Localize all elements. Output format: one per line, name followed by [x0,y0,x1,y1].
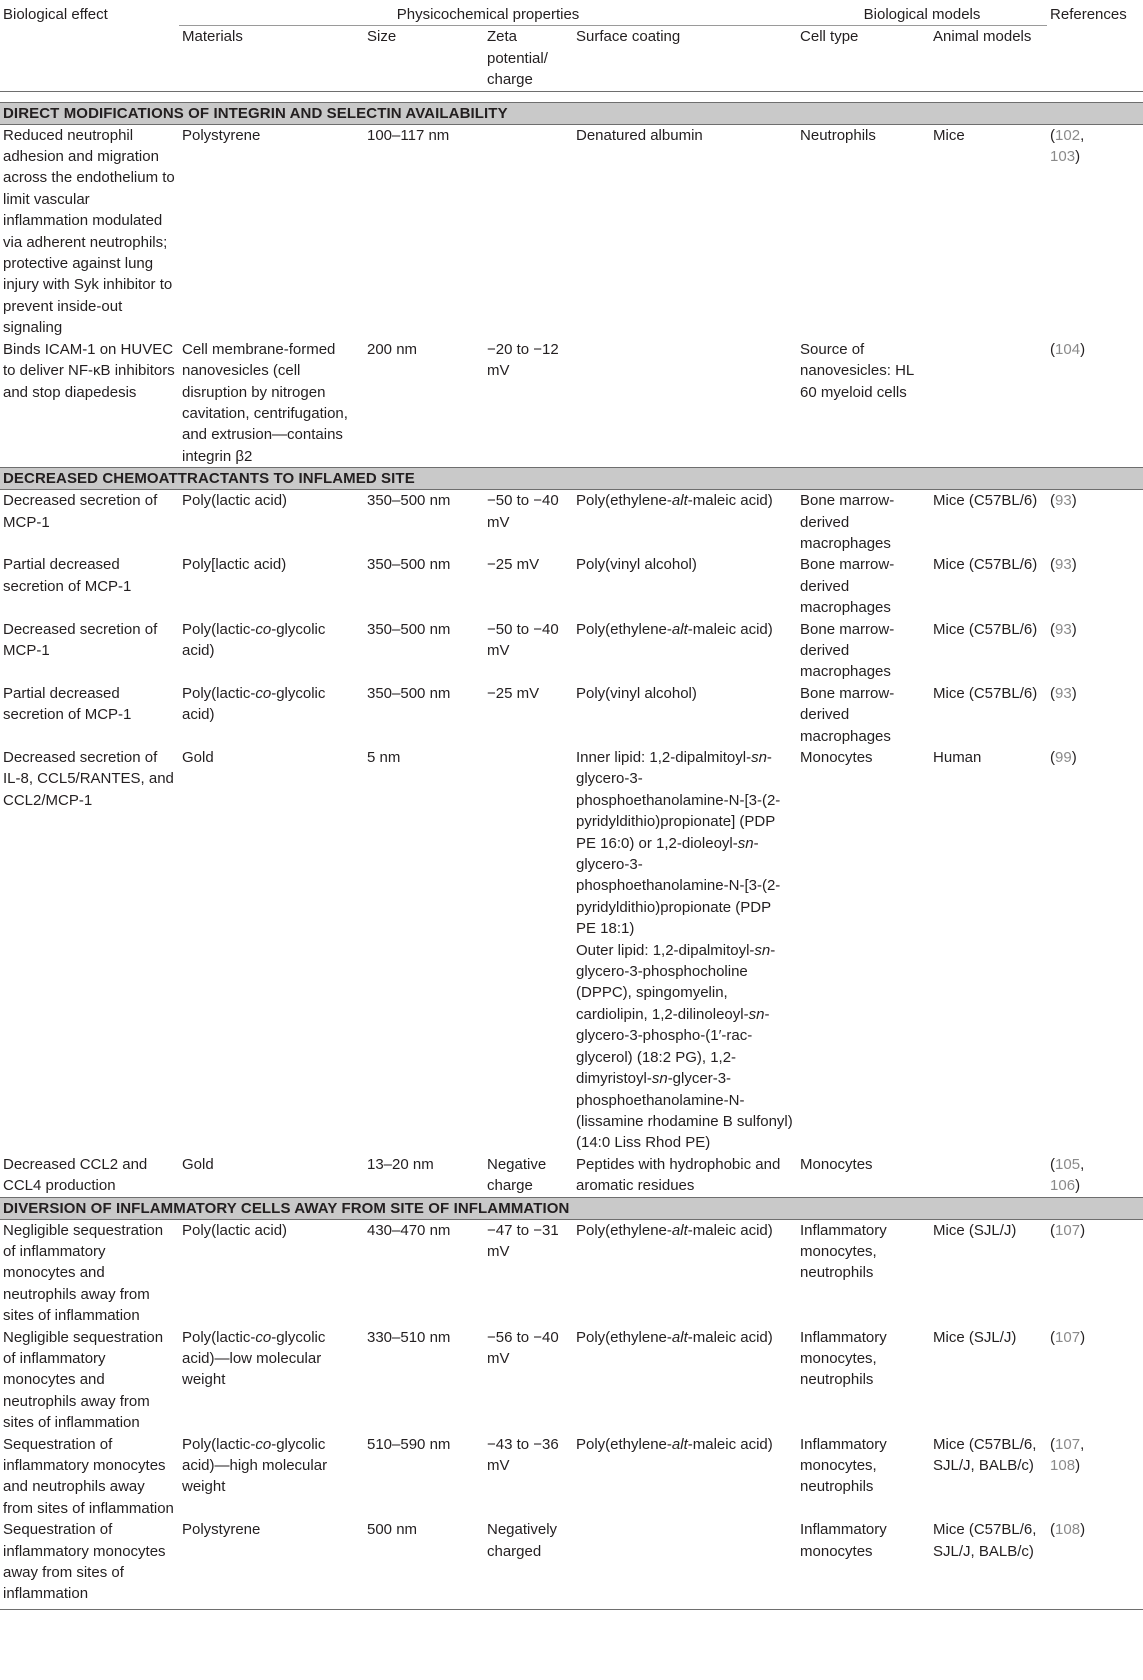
cell-reference [1047,747,1143,1154]
ref-sep: , [1080,126,1085,144]
cell-zeta: Negatively charged [487,1521,558,1560]
header-zeta-1: Zeta [487,28,518,46]
coating-text: Poly(ethylene- [576,1221,672,1239]
coating-italic: alt [671,1328,688,1346]
coating-text: Poly(ethylene- [576,1328,672,1346]
cell-material: Poly(lactic acid) [182,492,288,510]
coating-italic: alt [671,1435,688,1453]
cell-effect: Decreased secretion of MCP-1 [3,620,158,659]
cell-zeta: −20 to −12 mV [487,340,559,380]
ref-link[interactable]: 103 [1050,148,1076,166]
cell-animal: Mice [933,126,965,144]
section-header [0,102,1143,124]
table-row [0,1434,1143,1520]
ref-paren: ( [1050,1435,1056,1453]
table-row [0,490,1143,555]
cell-effect: Negligible sequestration of inflammatory monocytes and neutrophils away from sites of inflammation [3,1221,164,1325]
table-row [0,554,1143,618]
table-row [0,1519,1143,1605]
section-header [0,1197,1143,1219]
ref-paren: ) [1075,1177,1081,1195]
cell-cell-type: Inflammatory monocytes [800,1521,887,1560]
cell-coating: Poly(vinyl alcohol) [576,556,697,574]
cell-size: 350–500 nm [367,556,451,574]
cell-zeta: Negative charge [487,1155,547,1195]
cell-zeta: −43 to −36 mV [487,1435,559,1474]
ref-paren: ) [1080,1521,1086,1539]
coating-italic: sn [748,1005,765,1023]
coating-text: Poly(ethylene- [576,492,672,510]
cell-coating [573,339,797,468]
ref-link[interactable]: 108 [1050,1457,1076,1474]
header-empty-ref [1047,26,1143,91]
ref-paren: ) [1071,556,1077,574]
cell-animal: Mice (C57BL/6) [933,556,1038,574]
coating-text: -glycero-3-phosphoethanolamine-N-[3-(2-pyridyldithio)propionate (PDP PE 18:1) [576,834,781,938]
cell-reference [1047,1519,1143,1605]
header-row-group [0,4,1143,26]
cell-coating: Peptides with hydrophobic and aromatic residues [576,1155,781,1195]
ref-paren: ( [1050,556,1056,574]
cell-zeta: −50 to −40 mV [487,492,559,531]
cell-animal: Human [933,749,982,766]
ref-paren: ( [1050,492,1056,510]
cell-reference [1047,1434,1143,1520]
cell-cell-type: Monocytes [800,749,873,766]
cell-effect: Decreased CCL2 and CCL4 production [3,1155,148,1195]
coating-text: -maleic acid) [687,492,773,510]
section-header [0,468,1143,490]
cell-effect: Negligible sequestration of inflammatory monocytes and neutrophils away from sites of inflammation [3,1328,164,1432]
ref-paren: ( [1050,1328,1056,1346]
cell-size: 430–470 nm [367,1221,451,1239]
table-row [0,339,1143,468]
ref-link[interactable]: 102 [1055,126,1081,144]
header-biological-effect: Biological effect [3,6,108,23]
cell-animal: Mice (C57BL/6, SJL/J, BALB/c) [933,1435,1037,1474]
ref-link[interactable]: 93 [1055,620,1072,638]
cell-cell-type: Bone marrow-derived macrophages [800,556,895,617]
cell-zeta [484,747,573,1154]
ref-link[interactable]: 107 [1055,1221,1081,1239]
header-zeta-3: charge [487,71,533,89]
material-text: Poly(lactic- [182,1328,256,1346]
cell-material [179,1434,364,1520]
cell-animal: Mice (C57BL/6) [933,620,1038,638]
coating-text: -glycero-3-phosphoethanolamine-N-[3-(2-pyridyldithio)propionate] (PDP PE 16:0) or 1,2-dioleoyl- [576,749,781,852]
section-title: DECREASED CHEMOATTRACTANTS TO INFLAMED SITE [0,468,1143,490]
table-row [0,1154,1143,1197]
cell-cell-type: Inflammatory monocytes, neutrophils [800,1435,887,1496]
cell-animal: Mice (SJL/J) [933,1328,1017,1346]
cell-animal: Mice (C57BL/6, SJL/J, BALB/c) [933,1521,1037,1560]
ref-link[interactable]: 105 [1055,1155,1081,1173]
cell-coating: Denatured albumin [576,126,703,144]
cell-material [179,1327,364,1434]
coating-text: -maleic acid) [687,620,773,638]
cell-zeta: −47 to −31 mV [487,1221,559,1260]
cell-reference [1047,490,1143,555]
cell-effect: Partial decreased secretion of MCP-1 [3,556,132,595]
cell-zeta: −50 to −40 mV [487,620,559,659]
coating-italic: alt [671,492,688,510]
cell-effect: Sequestration of inflammatory monocytes away from sites of inflammation [3,1521,166,1603]
header-size: Size [364,26,484,91]
section-title: DIRECT MODIFICATIONS OF INTEGRIN AND SELECTIN AVAILABILITY [0,102,1143,124]
cell-zeta: −25 mV [487,556,540,574]
ref-paren: ) [1080,340,1086,358]
data-table [0,4,1143,1610]
cell-effect: Decreased secretion of MCP-1 [3,492,158,531]
ref-paren: ( [1050,620,1056,638]
coating-italic: sn [651,1070,668,1088]
cell-coating [573,1219,797,1327]
cell-material: Gold [182,1155,214,1173]
cell-animal: Mice (SJL/J) [933,1221,1017,1239]
cell-coating: Poly(vinyl alcohol) [576,684,697,702]
header-zeta-2: potential/ [487,49,548,67]
ref-paren: ( [1050,340,1056,358]
coating-text: -glycero-3-phospho-(1′-rac-glycerol) (18:2 PG), 1,2-dimyristoyl- [576,1005,770,1088]
header-row-columns [0,26,1143,91]
cell-size: 500 nm [367,1521,418,1539]
cell-coating [573,1434,797,1520]
ref-paren: ) [1071,684,1077,702]
cell-reference [1047,683,1143,747]
ref-paren: ) [1071,620,1077,638]
material-text: Poly(lactic- [182,1435,256,1453]
cell-coating [573,1519,797,1605]
ref-paren: ) [1071,492,1077,510]
ref-link[interactable]: 107 [1055,1328,1081,1346]
cell-coating [573,490,797,555]
ref-paren: ) [1075,148,1081,166]
cell-animal: Mice (C57BL/6) [933,492,1038,510]
cell-animal [930,1154,1047,1197]
coating-italic: alt [671,1221,688,1239]
cell-size: 100–117 nm [367,126,450,144]
ref-paren: ( [1050,1521,1056,1539]
ref-link[interactable]: 93 [1055,684,1072,702]
ref-paren: ( [1050,1221,1056,1239]
material-text: -glycolic acid) [182,684,326,724]
cell-cell-type: Inflammatory monocytes, neutrophils [800,1328,887,1389]
header-physicochemical-properties: Physicochemical properties [179,4,797,26]
ref-paren: ( [1050,126,1056,144]
coating-text: Inner lipid: 1,2-dipalmitoyl- [576,749,752,766]
cell-material: Polystyrene [182,126,261,144]
cell-material: Poly[lactic acid) [182,556,287,574]
table-row [0,1219,1143,1327]
cell-reference [1047,339,1143,468]
cell-coating [573,1327,797,1434]
ref-paren: ) [1075,1457,1081,1474]
cell-effect: Sequestration of inflammatory monocytes and neutrophils away from sites of inflammation [3,1435,174,1517]
ref-paren: ( [1050,684,1056,702]
cell-cell-type: Bone marrow-derived macrophages [800,684,895,745]
table-row [0,683,1143,747]
table-row [0,1327,1143,1434]
ref-paren: ( [1050,1155,1056,1173]
header-biological-models: Biological models [797,4,1047,26]
coating-text: -maleic acid) [687,1435,773,1453]
coating-text: Poly(ethylene- [576,620,672,638]
cell-animal [930,339,1047,468]
coating-italic: alt [671,620,688,638]
cell-size: 5 nm [367,749,401,766]
coating-text: -glycer-3-phosphoethanolamine-N-(lissamine rhodamine B sulfonyl) (14:0 Liss Rhod PE) [576,1070,793,1152]
cell-reference [1047,1219,1143,1327]
header-empty [0,26,179,91]
cell-reference [1047,1327,1143,1434]
cell-zeta [484,124,573,339]
cell-material [179,683,364,747]
table-row [0,619,1143,683]
cell-reference [1047,619,1143,683]
coating-text: -glycero-3-phosphocholine (DPPC), spingomyelin, cardiolipin, 1,2-dilinoleoyl- [576,941,776,1023]
cell-material: Poly(lactic acid) [182,1221,288,1239]
ref-paren: ) [1080,1221,1086,1239]
material-italic: co [255,684,272,702]
cell-size: 13–20 nm [367,1155,434,1173]
cell-size: 330–510 nm [367,1328,451,1346]
material-italic: co [255,620,272,638]
coating-text: Outer lipid: 1,2-dipalmitoyl- [576,941,755,959]
header-references: References [1050,6,1127,23]
ref-link[interactable]: 108 [1055,1521,1081,1539]
cell-effect: Partial decreased secretion of MCP-1 [3,684,132,724]
cell-material: Polystyrene [182,1521,261,1539]
material-text: Poly(lactic- [182,684,256,702]
ref-link[interactable]: 99 [1055,749,1072,766]
ref-link[interactable]: 107 [1055,1435,1081,1453]
cell-cell-type: Bone marrow-derived macrophages [800,492,895,552]
cell-size: 200 nm [367,340,418,358]
ref-sep: , [1080,1155,1085,1173]
table-end [0,1605,1143,1610]
cell-material [179,619,364,683]
coating-italic: sn [751,749,767,766]
cell-cell-type: Inflammatory monocytes, neutrophils [800,1221,887,1282]
ref-link[interactable]: 106 [1050,1177,1076,1195]
header-zeta [484,26,573,91]
material-text: -glycolic acid)—low molecular weight [182,1328,326,1389]
cell-material: Cell membrane-formed nanovesicles (cell disruption by nitrogen cavitation, centrifugation, and extrusion—contains integrin β2 [182,340,348,465]
cell-cell-type: Bone marrow-derived macrophages [800,620,895,681]
cell-reference [1047,554,1143,618]
table-row [0,124,1143,339]
material-text: Poly(lactic- [182,620,256,638]
material-text: -glycolic acid)—high molecular weight [182,1435,328,1496]
cell-cell-type: Source of nanovesicles: HL 60 myeloid cells [800,340,914,401]
cell-size: 350–500 nm [367,492,451,510]
ref-link[interactable]: 93 [1055,492,1072,510]
header-surface-coating: Surface coating [573,26,797,91]
cell-coating [573,747,797,1154]
cell-material: Gold [182,749,214,766]
cell-size: 350–500 nm [367,620,451,638]
cell-zeta: −25 mV [487,684,540,702]
material-italic: co [255,1435,272,1453]
coating-text: -maleic acid) [687,1221,773,1239]
header-cell-type: Cell type [797,26,930,91]
coating-text: -maleic acid) [687,1328,773,1346]
section-title: DIVERSION OF INFLAMMATORY CELLS AWAY FROM SITE OF INFLAMMATION [0,1197,1143,1219]
coating-italic: sn [754,941,771,959]
cell-reference [1047,124,1143,339]
cell-size: 510–590 nm [367,1435,451,1453]
ref-paren: ) [1080,1328,1086,1346]
cell-size: 350–500 nm [367,684,451,702]
cell-effect: Reduced neutrophil adhesion and migration across the endothelium to limit vascular inflammation modulated via adherent neutrophils; protective against lung injury with Syk inhibitor to prevent inside-out signaling [3,126,175,337]
cell-effect: Decreased secretion of IL-8, CCL5/RANTES, and CCL2/MCP-1 [3,749,174,809]
header-animal-models: Animal models [930,26,1047,91]
cell-cell-type: Neutrophils [800,126,876,144]
ref-link[interactable]: 93 [1055,556,1072,574]
material-text: -glycolic acid) [182,620,326,659]
ref-paren: ( [1050,749,1056,766]
coating-text: Poly(ethylene- [576,1435,672,1453]
coating-italic: sn [737,834,754,852]
cell-effect: Binds ICAM-1 on HUVEC to deliver NF-κB inhibitors and stop diapedesis [3,340,175,401]
table-row [0,747,1143,1154]
material-italic: co [255,1328,272,1346]
ref-sep: , [1080,1435,1085,1453]
cell-animal: Mice (C57BL/6) [933,684,1038,702]
ref-paren: ) [1071,749,1077,766]
cell-cell-type: Monocytes [800,1155,873,1173]
cell-coating [573,619,797,683]
ref-link[interactable]: 104 [1055,340,1081,358]
cell-zeta: −56 to −40 mV [487,1328,559,1367]
header-materials: Materials [179,26,364,91]
cell-reference [1047,1154,1143,1197]
